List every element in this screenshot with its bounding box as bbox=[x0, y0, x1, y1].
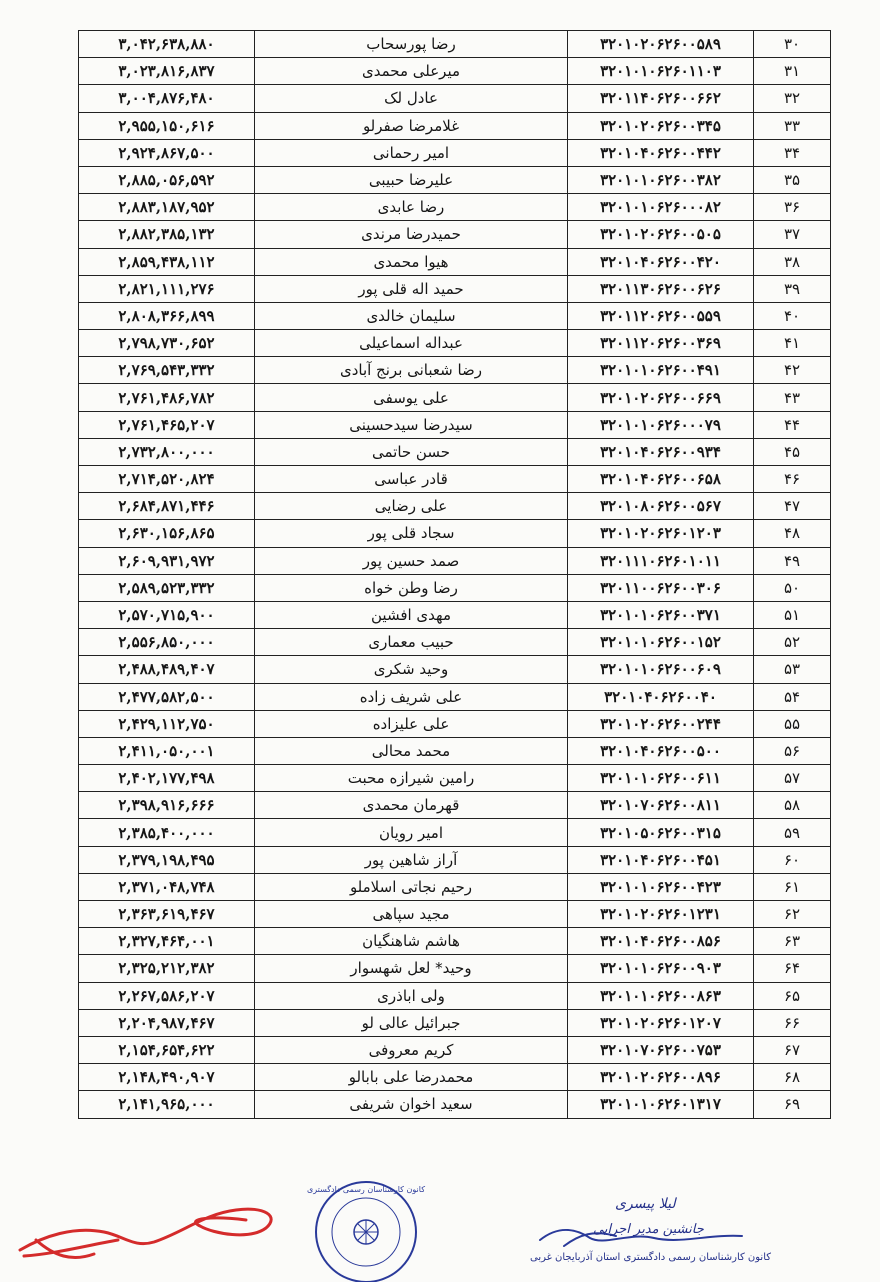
red-signature bbox=[14, 1196, 284, 1276]
table-row bbox=[79, 737, 831, 764]
amount-cell: ۲,۳۸۵,۴۰۰,۰۰۰ bbox=[79, 819, 255, 846]
row-number-cell: ۳۲ bbox=[754, 85, 831, 112]
table-row bbox=[79, 493, 831, 520]
table-row bbox=[79, 194, 831, 221]
row-number-cell: ۳۳ bbox=[754, 112, 831, 139]
amount-cell: ۳,۰۲۳,۸۱۶,۸۳۷ bbox=[79, 58, 255, 85]
row-number-cell: ۵۸ bbox=[754, 792, 831, 819]
code-cell: ۳۲۰۱۰۱۰۶۲۶۰۰۴۹۱ bbox=[568, 357, 754, 384]
table-row bbox=[79, 846, 831, 873]
amount-cell: ۲,۱۴۱,۹۶۵,۰۰۰ bbox=[79, 1091, 255, 1118]
code-cell: ۳۲۰۱۱۴۰۶۲۶۰۰۶۶۲ bbox=[568, 85, 754, 112]
row-number-cell: ۵۶ bbox=[754, 737, 831, 764]
row-number-cell: ۶۷ bbox=[754, 1036, 831, 1063]
name-cell: رامین شیرازه محبت bbox=[255, 765, 568, 792]
amount-cell: ۲,۱۵۴,۶۵۴,۶۲۲ bbox=[79, 1036, 255, 1063]
table-row bbox=[79, 1036, 831, 1063]
table-row bbox=[79, 873, 831, 900]
amount-cell: ۲,۴۲۹,۱۱۲,۷۵۰ bbox=[79, 710, 255, 737]
amount-cell: ۲,۸۲۱,۱۱۱,۲۷۶ bbox=[79, 275, 255, 302]
name-cell: رضا وطن خواه bbox=[255, 574, 568, 601]
amount-cell: ۲,۳۹۸,۹۱۶,۶۶۶ bbox=[79, 792, 255, 819]
table-row bbox=[79, 302, 831, 329]
table-row bbox=[79, 574, 831, 601]
amount-cell: ۲,۸۵۹,۴۳۸,۱۱۲ bbox=[79, 248, 255, 275]
table-row bbox=[79, 166, 831, 193]
table-row bbox=[79, 1064, 831, 1091]
ledger-body bbox=[79, 31, 831, 1119]
amount-cell: ۲,۲۰۴,۹۸۷,۴۶۷ bbox=[79, 1009, 255, 1036]
table-row bbox=[79, 31, 831, 58]
table-row bbox=[79, 248, 831, 275]
amount-cell: ۲,۶۰۹,۹۳۱,۹۷۲ bbox=[79, 547, 255, 574]
table-row bbox=[79, 58, 831, 85]
row-number-cell: ۳۹ bbox=[754, 275, 831, 302]
name-cell: حمیدرضا مرندی bbox=[255, 221, 568, 248]
row-number-cell: ۳۵ bbox=[754, 166, 831, 193]
code-cell: ۳۲۰۱۰۴۰۶۲۶۰۰۶۵۸ bbox=[568, 466, 754, 493]
row-number-cell: ۵۲ bbox=[754, 629, 831, 656]
code-cell: ۳۲۰۱۰۴۰۶۲۶۰۰۴۲۰ bbox=[568, 248, 754, 275]
row-number-cell: ۵۳ bbox=[754, 656, 831, 683]
amount-cell: ۲,۶۸۴,۸۷۱,۴۴۶ bbox=[79, 493, 255, 520]
row-number-cell: ۴۰ bbox=[754, 302, 831, 329]
code-cell: ۳۲۰۱۱۲۰۶۲۶۰۰۳۶۹ bbox=[568, 330, 754, 357]
code-cell: ۳۲۰۱۰۲۰۶۲۶۰۱۲۰۳ bbox=[568, 520, 754, 547]
row-number-cell: ۳۰ bbox=[754, 31, 831, 58]
name-cell: میرعلی محمدی bbox=[255, 58, 568, 85]
amount-cell: ۲,۳۲۷,۴۶۴,۰۰۱ bbox=[79, 928, 255, 955]
row-number-cell: ۶۰ bbox=[754, 846, 831, 873]
table-row bbox=[79, 683, 831, 710]
table-row bbox=[79, 384, 831, 411]
amount-cell: ۲,۴۰۲,۱۷۷,۴۹۸ bbox=[79, 765, 255, 792]
table-row bbox=[79, 411, 831, 438]
code-cell: ۳۲۰۱۱۰۰۶۲۶۰۰۳۰۶ bbox=[568, 574, 754, 601]
table-row bbox=[79, 1091, 831, 1118]
name-cell: امیر رویان bbox=[255, 819, 568, 846]
code-cell: ۳۲۰۱۰۱۰۶۲۶۰۰۳۷۱ bbox=[568, 601, 754, 628]
amount-cell: ۲,۷۹۸,۷۳۰,۶۵۲ bbox=[79, 330, 255, 357]
name-cell: عادل لک bbox=[255, 85, 568, 112]
table-row bbox=[79, 85, 831, 112]
table-row bbox=[79, 765, 831, 792]
amount-cell: ۲,۳۶۳,۶۱۹,۴۶۷ bbox=[79, 901, 255, 928]
code-cell: ۳۲۰۱۰۲۰۶۲۶۰۰۶۶۹ bbox=[568, 384, 754, 411]
row-number-cell: ۶۹ bbox=[754, 1091, 831, 1118]
name-cell: مهدی افشین bbox=[255, 601, 568, 628]
name-cell: سعید اخوان شریفی bbox=[255, 1091, 568, 1118]
name-cell: حسن حاتمی bbox=[255, 438, 568, 465]
name-cell: علی یوسفی bbox=[255, 384, 568, 411]
table-row bbox=[79, 466, 831, 493]
row-number-cell: ۶۱ bbox=[754, 873, 831, 900]
signature-footer bbox=[0, 1185, 880, 1280]
amount-cell: ۲,۵۸۹,۵۲۳,۳۳۲ bbox=[79, 574, 255, 601]
amount-cell: ۲,۴۷۷,۵۸۲,۵۰۰ bbox=[79, 683, 255, 710]
amount-cell: ۲,۶۳۰,۱۵۶,۸۶۵ bbox=[79, 520, 255, 547]
name-cell: قادر عباسی bbox=[255, 466, 568, 493]
name-cell: رضا عابدی bbox=[255, 194, 568, 221]
name-cell: سجاد قلی پور bbox=[255, 520, 568, 547]
code-cell: ۳۲۰۱۰۴۰۶۲۶۰۰۸۵۶ bbox=[568, 928, 754, 955]
amount-cell: ۲,۱۴۸,۴۹۰,۹۰۷ bbox=[79, 1064, 255, 1091]
table-row bbox=[79, 710, 831, 737]
row-number-cell: ۴۱ bbox=[754, 330, 831, 357]
table-row bbox=[79, 1009, 831, 1036]
amount-cell: ۲,۷۶۱,۴۸۶,۷۸۲ bbox=[79, 384, 255, 411]
signer-organization: کانون کارشناسان رسمی دادگستری استان آذربایجان غربی bbox=[530, 1252, 772, 1263]
name-cell: ولی اباذری bbox=[255, 982, 568, 1009]
name-cell: حبیب معماری bbox=[255, 629, 568, 656]
row-number-cell: ۵۵ bbox=[754, 710, 831, 737]
row-number-cell: ۳۱ bbox=[754, 58, 831, 85]
amount-cell: ۲,۹۲۴,۸۶۷,۵۰۰ bbox=[79, 139, 255, 166]
name-cell: رضا پورسحاب bbox=[255, 31, 568, 58]
amount-cell: ۲,۵۵۶,۸۵۰,۰۰۰ bbox=[79, 629, 255, 656]
seal-text: کانون کارشناسان رسمی دادگستری bbox=[306, 1185, 426, 1194]
amount-cell: ۲,۷۶۹,۵۴۳,۳۳۲ bbox=[79, 357, 255, 384]
amount-cell: ۲,۷۳۲,۸۰۰,۰۰۰ bbox=[79, 438, 255, 465]
amount-cell: ۲,۳۲۵,۲۱۲,۳۸۲ bbox=[79, 955, 255, 982]
name-cell: مجید سپاهی bbox=[255, 901, 568, 928]
row-number-cell: ۴۵ bbox=[754, 438, 831, 465]
signer-name: لیلا پیسری bbox=[615, 1196, 676, 1212]
row-number-cell: ۵۰ bbox=[754, 574, 831, 601]
amount-cell: ۲,۸۸۳,۱۸۷,۹۵۲ bbox=[79, 194, 255, 221]
table-row bbox=[79, 601, 831, 628]
table-row bbox=[79, 357, 831, 384]
table-row bbox=[79, 901, 831, 928]
row-number-cell: ۵۴ bbox=[754, 683, 831, 710]
code-cell: ۳۲۰۱۰۴۰۶۲۶۰۰۹۳۴ bbox=[568, 438, 754, 465]
code-cell: ۳۲۰۱۰۷۰۶۲۶۰۰۸۱۱ bbox=[568, 792, 754, 819]
table-row bbox=[79, 520, 831, 547]
name-cell: علی علیزاده bbox=[255, 710, 568, 737]
code-cell: ۳۲۰۱۰۴۰۶۲۶۰۰۴۰ bbox=[568, 683, 754, 710]
name-cell: غلامرضا صفرلو bbox=[255, 112, 568, 139]
amount-cell: ۲,۵۷۰,۷۱۵,۹۰۰ bbox=[79, 601, 255, 628]
row-number-cell: ۴۹ bbox=[754, 547, 831, 574]
code-cell: ۳۲۰۱۰۲۰۶۲۶۰۰۲۴۴ bbox=[568, 710, 754, 737]
name-cell: قهرمان محمدی bbox=[255, 792, 568, 819]
table-row bbox=[79, 139, 831, 166]
row-number-cell: ۶۸ bbox=[754, 1064, 831, 1091]
name-cell: آراز شاهین پور bbox=[255, 846, 568, 873]
name-cell: رضا شعبانی برنج آبادی bbox=[255, 357, 568, 384]
row-number-cell: ۵۷ bbox=[754, 765, 831, 792]
table-row bbox=[79, 438, 831, 465]
table-row bbox=[79, 221, 831, 248]
code-cell: ۳۲۰۱۰۴۰۶۲۶۰۰۴۵۱ bbox=[568, 846, 754, 873]
amount-cell: ۲,۴۱۱,۰۵۰,۰۰۱ bbox=[79, 737, 255, 764]
code-cell: ۳۲۰۱۰۱۰۶۲۶۰۰۶۰۹ bbox=[568, 656, 754, 683]
code-cell: ۳۲۰۱۰۱۰۶۲۶۰۰۰۸۲ bbox=[568, 194, 754, 221]
row-number-cell: ۴۴ bbox=[754, 411, 831, 438]
code-cell: ۳۲۰۱۰۷۰۶۲۶۰۰۷۵۳ bbox=[568, 1036, 754, 1063]
code-cell: ۳۲۰۱۰۲۰۶۲۶۰۰۳۴۵ bbox=[568, 112, 754, 139]
code-cell: ۳۲۰۱۰۱۰۶۲۶۰۰۳۸۲ bbox=[568, 166, 754, 193]
row-number-cell: ۳۷ bbox=[754, 221, 831, 248]
table-row bbox=[79, 112, 831, 139]
amount-cell: ۲,۳۷۹,۱۹۸,۴۹۵ bbox=[79, 846, 255, 873]
amount-cell: ۲,۸۸۵,۰۵۶,۵۹۲ bbox=[79, 166, 255, 193]
row-number-cell: ۳۴ bbox=[754, 139, 831, 166]
amount-cell: ۲,۴۸۸,۴۸۹,۴۰۷ bbox=[79, 656, 255, 683]
name-cell: علی شریف زاده bbox=[255, 683, 568, 710]
name-cell: امیر رحمانی bbox=[255, 139, 568, 166]
row-number-cell: ۶۲ bbox=[754, 901, 831, 928]
row-number-cell: ۳۶ bbox=[754, 194, 831, 221]
row-number-cell: ۴۳ bbox=[754, 384, 831, 411]
code-cell: ۳۲۰۱۰۲۰۶۲۶۰۰۵۸۹ bbox=[568, 31, 754, 58]
row-number-cell: ۴۸ bbox=[754, 520, 831, 547]
row-number-cell: ۵۱ bbox=[754, 601, 831, 628]
row-number-cell: ۴۷ bbox=[754, 493, 831, 520]
code-cell: ۳۲۰۱۰۲۰۶۲۶۰۰۸۹۶ bbox=[568, 1064, 754, 1091]
table-row bbox=[79, 928, 831, 955]
name-cell: هاشم شاهنگیان bbox=[255, 928, 568, 955]
code-cell: ۳۲۰۱۰۱۰۶۲۶۰۰۸۶۳ bbox=[568, 982, 754, 1009]
row-number-cell: ۶۶ bbox=[754, 1009, 831, 1036]
code-cell: ۳۲۰۱۰۴۰۶۲۶۰۰۴۴۲ bbox=[568, 139, 754, 166]
amount-cell: ۳,۰۴۲,۶۳۸,۸۸۰ bbox=[79, 31, 255, 58]
amount-cell: ۳,۰۰۴,۸۷۶,۴۸۰ bbox=[79, 85, 255, 112]
code-cell: ۳۲۰۱۰۱۰۶۲۶۰۱۱۰۳ bbox=[568, 58, 754, 85]
row-number-cell: ۶۵ bbox=[754, 982, 831, 1009]
name-cell: سلیمان خالدی bbox=[255, 302, 568, 329]
code-cell: ۳۲۰۱۰۲۰۶۲۶۰۰۵۰۵ bbox=[568, 221, 754, 248]
row-number-cell: ۴۲ bbox=[754, 357, 831, 384]
name-cell: محمد محالی bbox=[255, 737, 568, 764]
name-cell: حمید اله قلی پور bbox=[255, 275, 568, 302]
code-cell: ۳۲۰۱۰۱۰۶۲۶۰۱۳۱۷ bbox=[568, 1091, 754, 1118]
name-cell: صمد حسین پور bbox=[255, 547, 568, 574]
name-cell: علی رضایی bbox=[255, 493, 568, 520]
code-cell: ۳۲۰۱۰۲۰۶۲۶۰۱۲۳۱ bbox=[568, 901, 754, 928]
table-row bbox=[79, 656, 831, 683]
sheet bbox=[78, 30, 826, 1119]
ledger-table bbox=[78, 30, 831, 1119]
code-cell: ۳۲۰۱۰۱۰۶۲۶۰۰۱۵۲ bbox=[568, 629, 754, 656]
name-cell: رحیم نجاتی اسلاملو bbox=[255, 873, 568, 900]
row-number-cell: ۳۸ bbox=[754, 248, 831, 275]
name-cell: جبرائیل عالی لو bbox=[255, 1009, 568, 1036]
code-cell: ۳۲۰۱۱۱۰۶۲۶۰۱۰۱۱ bbox=[568, 547, 754, 574]
table-row bbox=[79, 982, 831, 1009]
row-number-cell: ۶۴ bbox=[754, 955, 831, 982]
name-cell: وحید شکری bbox=[255, 656, 568, 683]
table-row bbox=[79, 819, 831, 846]
code-cell: ۳۲۰۱۰۸۰۶۲۶۰۰۵۶۷ bbox=[568, 493, 754, 520]
official-seal bbox=[306, 1170, 426, 1282]
code-cell: ۳۲۰۱۰۱۰۶۲۶۰۰۹۰۳ bbox=[568, 955, 754, 982]
table-row bbox=[79, 629, 831, 656]
row-number-cell: ۶۳ bbox=[754, 928, 831, 955]
row-number-cell: ۵۹ bbox=[754, 819, 831, 846]
code-cell: ۳۲۰۱۰۴۰۶۲۶۰۰۵۰۰ bbox=[568, 737, 754, 764]
code-cell: ۳۲۰۱۱۳۰۶۲۶۰۰۶۲۶ bbox=[568, 275, 754, 302]
name-cell: عبداله اسماعیلی bbox=[255, 330, 568, 357]
code-cell: ۳۲۰۱۰۱۰۶۲۶۰۰۶۱۱ bbox=[568, 765, 754, 792]
table-row bbox=[79, 547, 831, 574]
name-cell: وحید* لعل شهسوار bbox=[255, 955, 568, 982]
code-cell: ۳۲۰۱۰۱۰۶۲۶۰۰۰۷۹ bbox=[568, 411, 754, 438]
name-cell: سیدرضا سیدحسینی bbox=[255, 411, 568, 438]
row-number-cell: ۴۶ bbox=[754, 466, 831, 493]
code-cell: ۳۲۰۱۰۲۰۶۲۶۰۱۲۰۷ bbox=[568, 1009, 754, 1036]
table-row bbox=[79, 792, 831, 819]
name-cell: محمدرضا علی بابالو bbox=[255, 1064, 568, 1091]
table-row bbox=[79, 330, 831, 357]
amount-cell: ۲,۳۷۱,۰۴۸,۷۴۸ bbox=[79, 873, 255, 900]
amount-cell: ۲,۷۱۴,۵۲۰,۸۲۴ bbox=[79, 466, 255, 493]
code-cell: ۳۲۰۱۰۱۰۶۲۶۰۰۴۲۳ bbox=[568, 873, 754, 900]
amount-cell: ۲,۷۶۱,۴۶۵,۲۰۷ bbox=[79, 411, 255, 438]
code-cell: ۳۲۰۱۰۵۰۶۲۶۰۰۳۱۵ bbox=[568, 819, 754, 846]
name-cell: کریم معروفی bbox=[255, 1036, 568, 1063]
code-cell: ۳۲۰۱۱۲۰۶۲۶۰۰۵۵۹ bbox=[568, 302, 754, 329]
table-row bbox=[79, 955, 831, 982]
amount-cell: ۲,۲۶۷,۵۸۶,۲۰۷ bbox=[79, 982, 255, 1009]
signer-title: جانشین مدیر اجرایی bbox=[593, 1222, 704, 1237]
table-row bbox=[79, 275, 831, 302]
amount-cell: ۲,۸۸۲,۳۸۵,۱۳۲ bbox=[79, 221, 255, 248]
amount-cell: ۲,۹۵۵,۱۵۰,۶۱۶ bbox=[79, 112, 255, 139]
amount-cell: ۲,۸۰۸,۳۶۶,۸۹۹ bbox=[79, 302, 255, 329]
name-cell: علیرضا حبیبی bbox=[255, 166, 568, 193]
name-cell: هیوا محمدی bbox=[255, 248, 568, 275]
